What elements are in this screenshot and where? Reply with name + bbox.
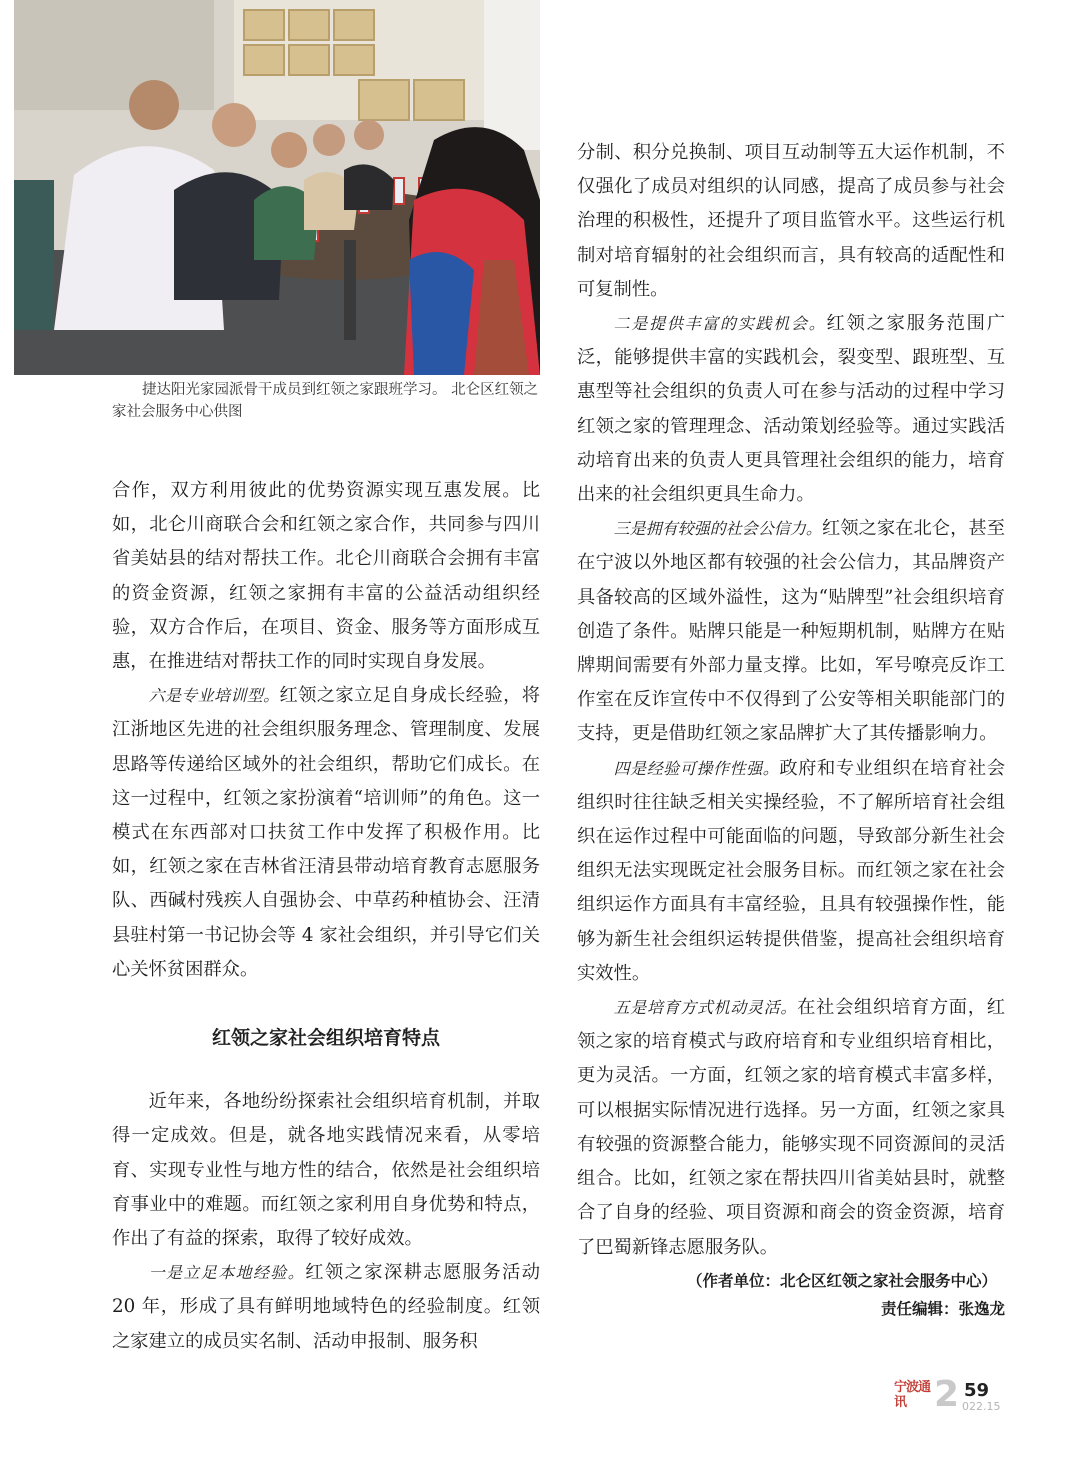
paragraph-lead: 四是经验可操作性强。 — [613, 758, 780, 778]
photo-caption: 捷达阳光家园派骨干成员到红领之家跟班学习。 北仑区红领之家社会服务中心供图 — [112, 382, 539, 420]
paragraph-lead: 五是培育方式机动灵活。 — [613, 998, 798, 1018]
paragraph-lead: 一是立足本地经验。 — [148, 1263, 306, 1283]
paragraph: 近年来，各地纷纷探索社会组织培育机制，并取得一定成效。但是，就各地实践情况来看，从零培育、实现专业性与地方性的结合，依然是社会组织培育事业中的难题。而红领之家利用自身优势和特点，作出了有益的探索，取得了较好成效。 — [112, 1091, 540, 1250]
paragraph-lead: 三是拥有较强的社会公信力。 — [613, 519, 822, 539]
paragraph-lead: 六是专业培训型。 — [148, 686, 280, 706]
page-footer — [894, 1374, 1014, 1420]
paragraph — [577, 512, 1005, 751]
paragraph-body: 红领之家深耕志愿服务活动 20 年，形成了具有鲜明地域特色的经验制度。红领之家建立的成员实名制、活动申报制、服务积 — [112, 1262, 540, 1352]
left-column — [112, 474, 540, 1359]
author-affiliation: （作者单位：北仑区红领之家社会服务中心） — [686, 1271, 997, 1290]
paragraph-body: 政府和专业组织在培育社会组织时往往缺乏相关实操经验，不了解所培育社会组织在运作过程中可能面临的问题，导致部分新生社会组织无法实现既定社会服务目标。而红领之家在社会组织运作方面具有丰富经验，且具有较强操作性，能够为新生社会组织运转提供借鉴，提高社会组织培育实效性。 — [577, 757, 1005, 984]
paragraph-body: 红领之家立足自身成长经验，将江浙地区先进的社会组织服务理念、管理制度、发展思路等传递给区域外的社会组织，帮助它们成长。在这一过程中，红领之家扮演着“培训师”的角色。这一模式在东西部对口扶贫工作中发挥了积极作用。比如，红领之家在吉林省汪清县带动培育教育志愿服务队、西碱村残疾人自强协会、中草药种植协会、汪清县驻村第一书记协会等 4 家社会组织，并引导它们关心关怀贫困群众。 — [112, 685, 540, 980]
meeting-photo-illustration — [14, 0, 540, 375]
section-heading: 红领之家社会组织培育特点 — [211, 1027, 440, 1050]
paragraph-body: 红领之家在北仑，甚至在宁波以外地区都有较强的社会公信力，其品牌资产具备较高的区域外溢性，这为“贴牌型”社会组织培育创造了条件。贴牌只能是一种短期机制，贴牌方在贴牌期间需要有外部力量支撑。比如，军号嘹亮反诈工作室在反诈宣传中不仅得到了公安等相关职能部门的支持，更是借助红领之家品牌扩大了其传播影响力。 — [577, 518, 1005, 745]
responsible-editor: 责任编辑：张逸龙 — [880, 1299, 1005, 1318]
paragraph — [112, 679, 540, 987]
paragraph — [577, 991, 1005, 1265]
paragraph: 分制、积分兑换制、项目互动制等五大运作机制，不仅强化了成员对组织的认同感，提高了成员参与社会治理的积极性，还提升了项目监管水平。这些运行机制对培育辐射的社会组织而言，具有较高的适配性和可复制性。 — [577, 142, 1005, 300]
paragraph: 合作，双方利用彼此的优势资源实现互惠发展。比如，北仑川商联合会和红领之家合作，共同参与四川省美姑县的结对帮扶工作。北仑川商联合会拥有丰富的资金资源，红领之家拥有丰富的公益活动组织经验，双方合作后，在项目、资金、服务等方面形成互惠，在推进结对帮扶工作的同时实现自身发展。 — [112, 480, 540, 673]
paragraph-body: 红领之家服务范围广泛，能够提供丰富的实践机会，裂变型、跟班型、互惠型等社会组织的负责人可在参与活动的过程中学习红领之家的管理理念、活动策划经验等。通过实践活动培育出来的负责人更具管理社会组织的能力，培育出来的社会组织更具生命力。 — [577, 313, 1005, 506]
paragraph — [577, 752, 1005, 991]
issue-number: 022.15 — [962, 1400, 1001, 1413]
right-column — [577, 136, 1005, 1323]
issue-year-digit: 2 — [934, 1374, 960, 1415]
paragraph — [112, 1256, 540, 1359]
paragraph-lead: 二是提供丰富的实践机会。 — [613, 314, 827, 334]
paragraph — [577, 307, 1005, 512]
page-number: 59 — [964, 1380, 990, 1401]
paragraph-body: 在社会组织培育方面，红领之家的培育模式与政府培育和专业组织培育相比，更为灵活。一方面，红领之家的培育模式丰富多样，可以根据实际情况进行选择。另一方面，红领之家具有较强的资源整合能力，能够实现不同资源间的灵活组合。比如，红领之家在帮扶四川省美姑县时，就整合了自身的经验、项目资源和商会的资金资源，培育了巴蜀新锋志愿服务队。 — [577, 997, 1005, 1258]
magazine-logo: 宁波通讯 — [894, 1380, 931, 1410]
meeting-photo — [14, 0, 540, 375]
